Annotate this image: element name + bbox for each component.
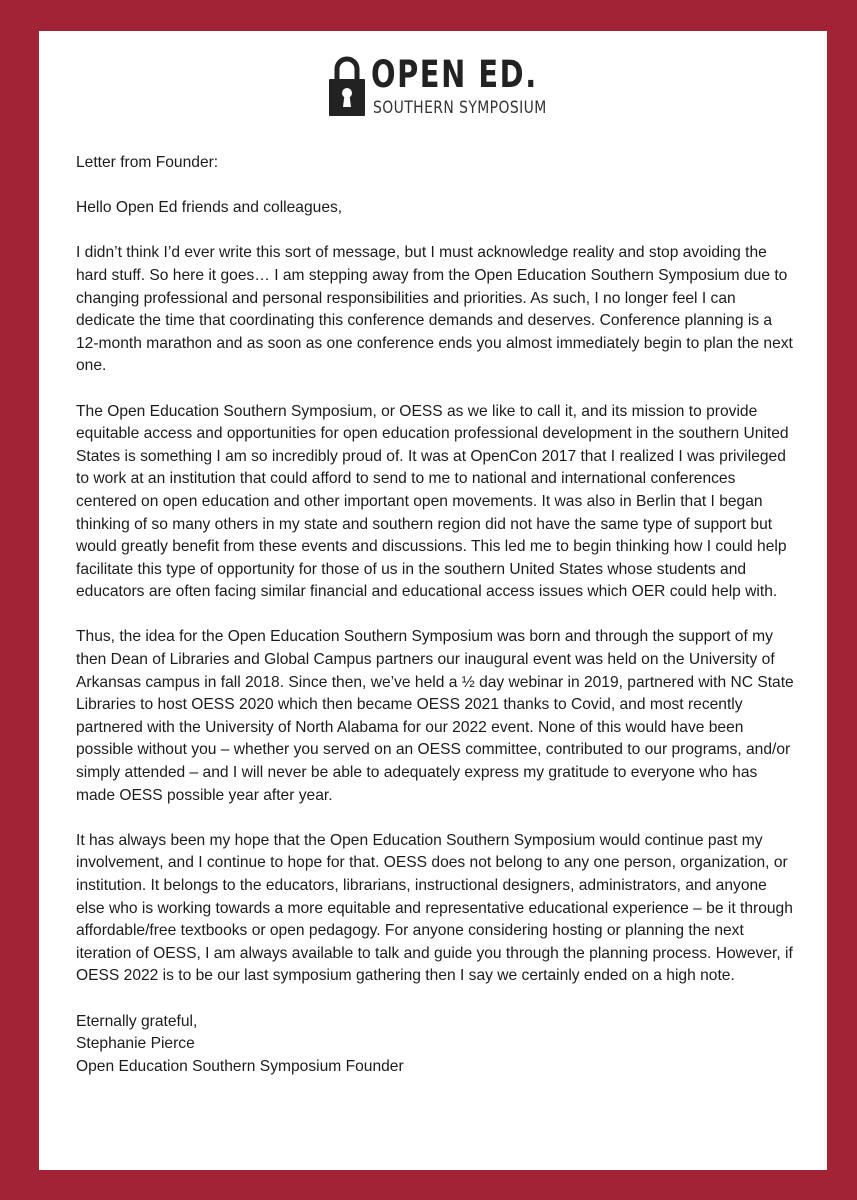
logo-title: OPEN ED. [371,53,538,96]
letter-signoff [76,1011,794,1079]
signature-title: Open Education Southern Symposium Founder [76,1057,404,1075]
signature-name: Stephanie Pierce [76,1035,195,1053]
letter-paragraph: I didn’t think I’d ever write this sort of message, but I must acknowledge reality and stop avoiding the hard stuff. So here it goes… I am stepping away from the Open Education Southern Symposium due to changing professional and personal responsibilities and priorities. As such, I no longer feel I can dedicate the time that coordinating this conference demands and deserves. Conference planning is a 12-month marathon and as soon as one conference ends you almost immediately begin to plan the next one. [76,244,793,375]
letter-body [76,152,794,1078]
letter-page [39,31,827,1170]
letter-greeting: Hello Open Ed friends and colleagues, [76,199,343,217]
letter-paragraph: The Open Education Southern Symposium, or OESS as we like to call it, and its mission to provide equitable access and opportunities for open education professional development in the southern United States is something I am so incredibly proud of. It was at OpenCon 2017 that I realized I was privileged to work at an institution that could afford to send to me to national and international conferences centered on open education and other important open movements. It was also in Berlin that I began thinking of so many others in my state and southern region did not have the same type of support but would greatly benefit from these events and discussions. This led me to begin thinking how I could help facilitate this type of opportunity for those of us in the southern United States whose students and educators are often facing similar financial and educational access issues which OER could help with. [76,402,789,601]
letter-heading: Letter from Founder: [76,154,219,171]
padlock-icon [329,54,365,116]
letter-closing: Eternally grateful, [76,1012,198,1030]
open-ed-logo [329,53,547,122]
letter-paragraph: It has always been my hope that the Open Education Southern Symposium would continue past my involvement, and I continue to hope for that. OESS does not belong to any one person, organization, or institution. It belongs to the educators, librarians, instructional designers, administrators, and anyone else who is working towards a more equitable and representative educational experience – be it through affordable/free textbooks or open pedagogy. For anyone considering hosting or planning the next iteration of OESS, I am always available to talk and guide you through the planning process. However, if OESS 2022 is to be our last symposium gathering then I say we certainly ended on a high note. [76,831,793,985]
logo-subtitle: SOUTHERN SYMPOSIUM [373,98,547,118]
letter-paragraph: Thus, the idea for the Open Education Southern Symposium was born and through the support of my then Dean of Libraries and Global Campus partners our inaugural event was held on the University of Arkansas campus in fall 2018. Since then, we’ve held a ½ day webinar in 2019, partnered with NC State Libraries to host OESS 2020 which then became OESS 2021 thanks to Covid, and most recently partnered with the University of North Alabama for our 2022 event. None of this would have been possible without you – whether you served on an OESS committee, contributed to our programs, and/or simply attended – and I will never be able to adequately express my gratitude to everyone who has made OESS possible year after year. [76,628,794,804]
